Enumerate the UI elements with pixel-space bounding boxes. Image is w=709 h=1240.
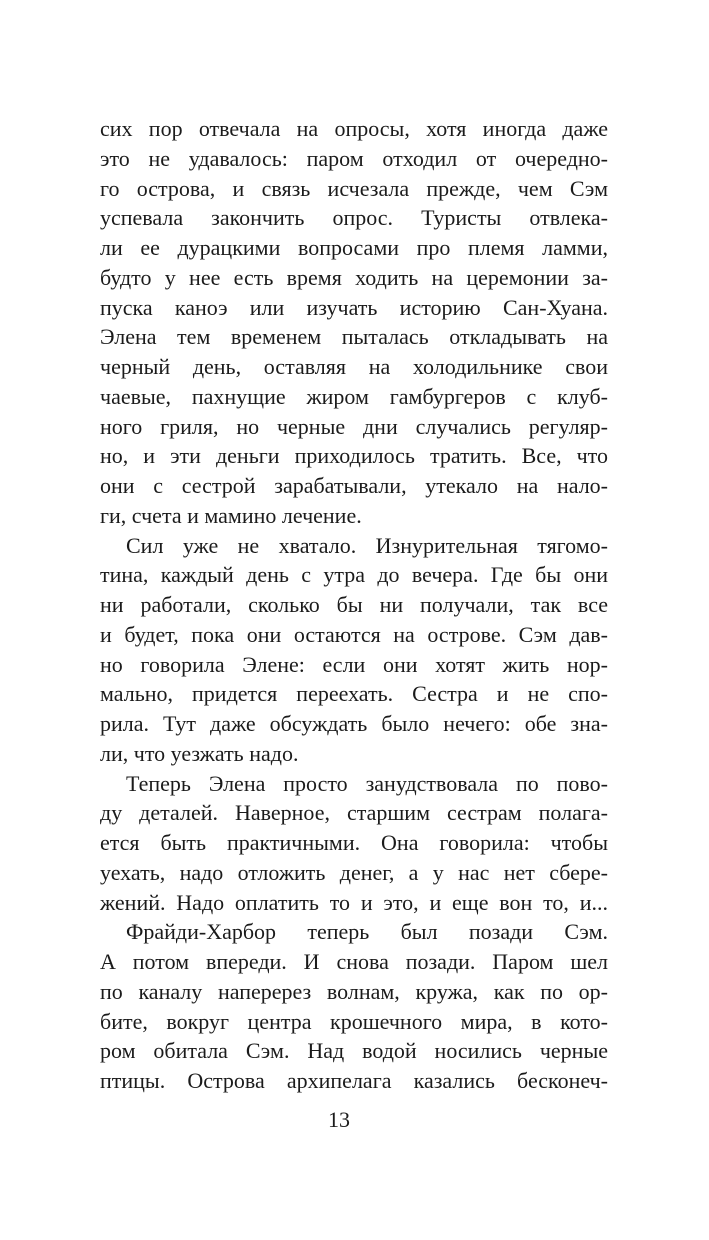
- paragraph: [100, 531, 608, 769]
- text-line: по каналу наперерез волнам, кружа, как по ор-: [100, 978, 608, 1004]
- text-line: это не удавалось: паром отходил от очередно-: [100, 145, 608, 171]
- text-line: успевала закончить опрос. Туристы отвлека-: [100, 205, 608, 231]
- text-line: ду деталей. Наверное, старшим сестрам полага-: [100, 800, 608, 826]
- text-line: го острова, и связь исчезала прежде, чем Сэм: [100, 175, 608, 201]
- text-line: они с сестрой зарабатывали, утекало на нало-: [100, 473, 608, 498]
- text-line: будто у нее есть время ходить на церемонии за-: [100, 264, 608, 290]
- page-number: 13: [328, 1107, 350, 1132]
- text-line: жений. Надо оплатить то и это, и еще вон то, и...: [100, 889, 608, 915]
- text-line: ли ее дурацкими вопросами про племя ламми,: [100, 235, 608, 260]
- text-line: уехать, надо отложить денег, а у нас нет сбере-: [100, 859, 608, 885]
- text-line: но, и эти деньги приходилось тратить. Все, что: [100, 443, 608, 469]
- text-line: но говорила Элене: если они хотят жить нор-: [100, 651, 608, 677]
- text-line: Теперь Элена просто занудствовала по пово-: [126, 770, 608, 796]
- text-line: птицы. Острова архипелага казались бесконеч-: [100, 1068, 608, 1093]
- text-line: А потом впереди. И снова позади. Паром шел: [100, 949, 608, 974]
- paragraph: [100, 769, 608, 918]
- paragraph: [100, 917, 608, 1096]
- text-line: ром обитала Сэм. Над водой носились черные: [100, 1038, 608, 1064]
- text-line: чаевые, пахнущие жиром гамбургеров с клуб-: [100, 383, 608, 409]
- page-text: [100, 114, 608, 1096]
- text-line: ли, что уезжать надо.: [100, 740, 299, 766]
- text-line: и будет, пока они остаются на острове. Сэм дав-: [100, 621, 608, 647]
- text-line: Фрайди-Харбор теперь был позади Сэм.: [126, 919, 608, 945]
- text-line: тина, каждый день с утра до вечера. Где бы они: [100, 562, 608, 588]
- paragraph: [100, 114, 608, 531]
- text-line: сих пор отвечала на опросы, хотя иногда даже: [100, 116, 608, 141]
- text-line: пуска каноэ или изучать историю Сан-Хуана.: [100, 294, 608, 320]
- text-line: черный день, оставляя на холодильнике свои: [100, 354, 608, 379]
- text-line: Элена тем временем пыталась откладывать на: [100, 324, 608, 350]
- text-line: ется быть практичными. Она говорила: чтобы: [100, 830, 608, 855]
- text-line: бите, вокруг центра крошечного мира, в кото-: [100, 1008, 608, 1034]
- text-line: мально, придется переехать. Сестра и не спо-: [100, 681, 608, 707]
- text-line: ги, счета и мамино лечение.: [100, 502, 362, 528]
- text-line: рила. Тут даже обсуждать было нечего: обе зна-: [100, 711, 608, 736]
- text-line: Сил уже не хватало. Изнурительная тягомо-: [126, 532, 608, 558]
- text-line: ного гриля, но черные дни случались регуляр-: [100, 413, 608, 439]
- text-line: ни работали, сколько бы ни получали, так все: [100, 592, 608, 617]
